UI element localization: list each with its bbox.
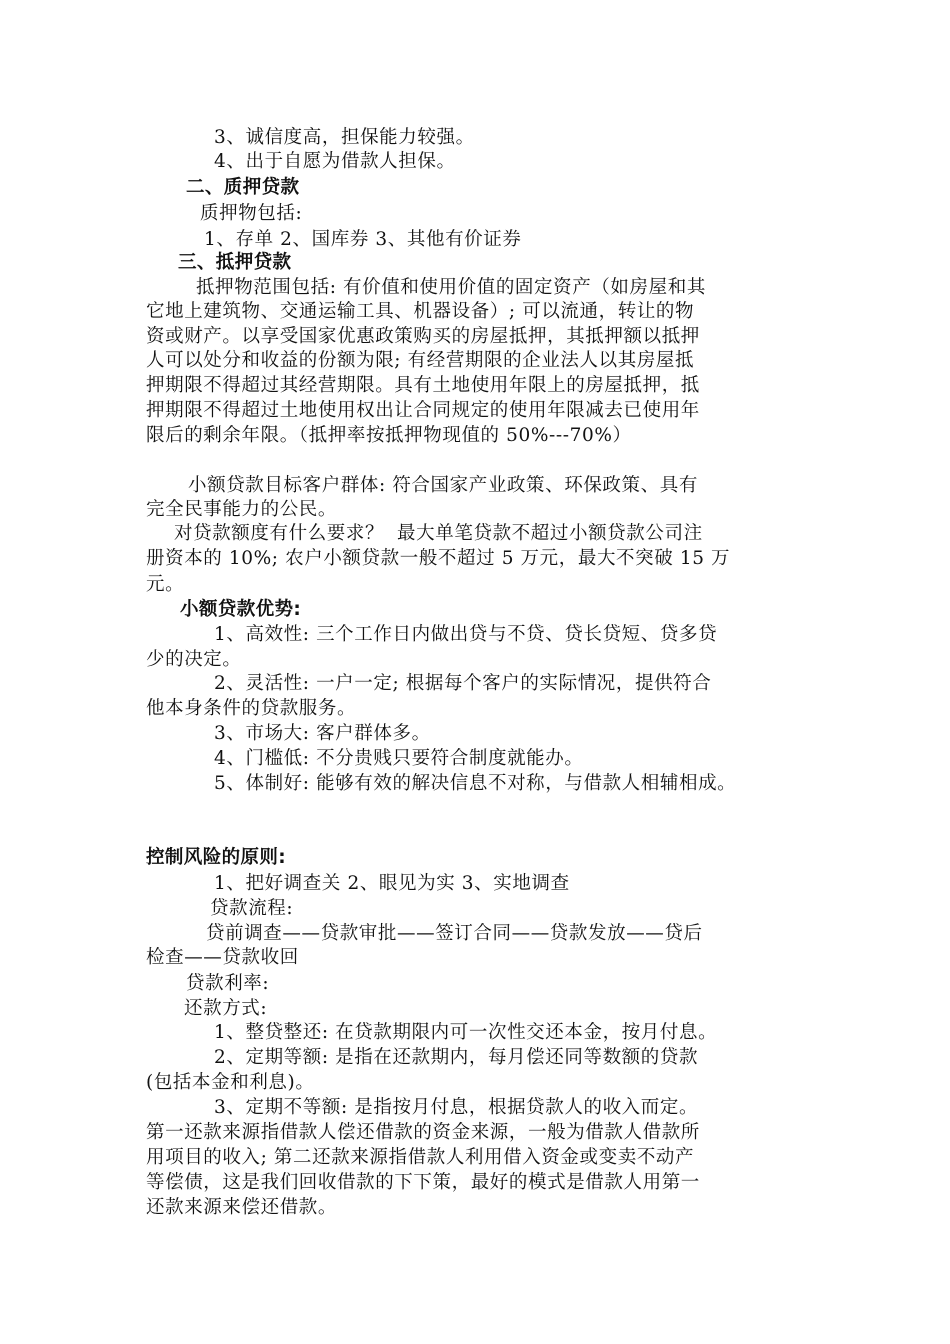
mortgage-paragraph-line: 押期限不得超过土地使用权出让合同规定的使用年限减去已使用年 [146,400,700,421]
repayment-method-item: 2、定期等额: 是指在还款期内，每月偿还同等数额的贷款 [214,1047,699,1068]
advantage-item: 1、高效性: 三个工作日内做出贷与不贷、贷长贷短、贷多贷 [214,624,718,645]
advantage-item: 2、灵活性: 一户一定; 根据每个客户的实际情况，提供符合 [214,673,712,694]
risk-control-principles: 1、把好调查关 2、眼见为实 3、实地调查 [214,873,570,894]
section-heading-mortgage-loan: 三、抵押贷款 [178,252,292,273]
repayment-source-paragraph-line: 等偿债，这是我们回收借款的下下策，最好的模式是借款人用第一 [146,1172,700,1193]
loan-interest-rate-label: 贷款利率: [186,973,270,994]
repayment-methods-label: 还款方式: [184,998,268,1019]
advantage-item: 5、体制好: 能够有效的解决信息不对称，与借款人相辅相成。 [214,773,737,794]
repayment-source-paragraph-line: 第一还款来源指借款人偿还借款的资金来源，一般为借款人借款所 [146,1122,700,1143]
repayment-method-item: 1、整贷整还: 在贷款期限内可一次性交还本金，按月付息。 [214,1022,718,1043]
advantage-item-continued: 少的决定。 [146,649,242,670]
pledge-items-list: 1、存单 2、国库券 3、其他有价证券 [204,229,522,250]
mortgage-paragraph-line: 限后的剩余年限。（抵押率按抵押物现值的 50%---70%） [146,425,632,446]
repayment-source-paragraph-line: 还款来源来偿还借款。 [146,1197,338,1218]
section-heading-pledge-loan: 二、质押贷款 [186,177,300,198]
section-heading-advantages: 小额贷款优势: [180,599,302,620]
advantage-item: 3、市场大: 客户群体多。 [214,723,431,744]
mortgage-paragraph-line: 人可以处分和收益的份额为限; 有经营期限的企业法人以其房屋抵 [146,350,695,371]
loan-amount-line: 册资本的 10%; 农户小额贷款一般不超过 5 万元，最大不突破 15 万 [146,548,731,569]
mortgage-paragraph-line: 押期限不得超过其经营期限。具有土地使用年限上的房屋抵押，抵 [146,375,700,396]
repayment-method-item: 3、定期不等额: 是指按月付息，根据贷款人的收入而定。 [214,1097,699,1118]
advantage-item-continued: 他本身条件的贷款服务。 [146,698,357,719]
target-customers-line: 小额贷款目标客户群体: 符合国家产业政策、环保政策、具有 [188,475,698,496]
repayment-method-item-continued: (包括本金和利息)。 [146,1072,315,1093]
guarantor-condition-4: 4、出于自愿为借款人担保。 [214,151,456,172]
guarantor-condition-3: 3、诚信度高，担保能力较强。 [214,127,475,148]
advantage-item: 4、门槛低: 不分贵贱只要符合制度就能办。 [214,748,584,769]
pledge-items-label: 质押物包括: [200,203,303,224]
loan-amount-line: 对贷款额度有什么要求？ 最大单笔贷款不超过小额贷款公司注 [174,523,703,544]
target-customers-line: 完全民事能力的公民。 [146,499,338,520]
mortgage-paragraph-line: 资或财产。以享受国家优惠政策购买的房屋抵押，其抵押额以抵押 [146,326,700,347]
loan-process-steps: 贷前调查——贷款审批——签订合同——贷款发放——贷后 [206,923,703,944]
mortgage-paragraph-line: 它地上建筑物、交通运输工具、机器设备）; 可以流通，转让的物 [146,301,695,322]
repayment-source-paragraph-line: 用项目的收入; 第二还款来源指借款人利用借入资金或变卖不动产 [146,1147,695,1168]
loan-process-steps-continued: 检查——贷款收回 [146,947,299,968]
section-heading-risk-control: 控制风险的原则: [146,847,287,868]
loan-amount-line: 元。 [146,574,185,595]
mortgage-paragraph-line: 抵押物范围包括: 有价值和使用价值的固定资产（如房屋和其 [196,277,706,298]
loan-process-label: 贷款流程: [210,898,294,919]
